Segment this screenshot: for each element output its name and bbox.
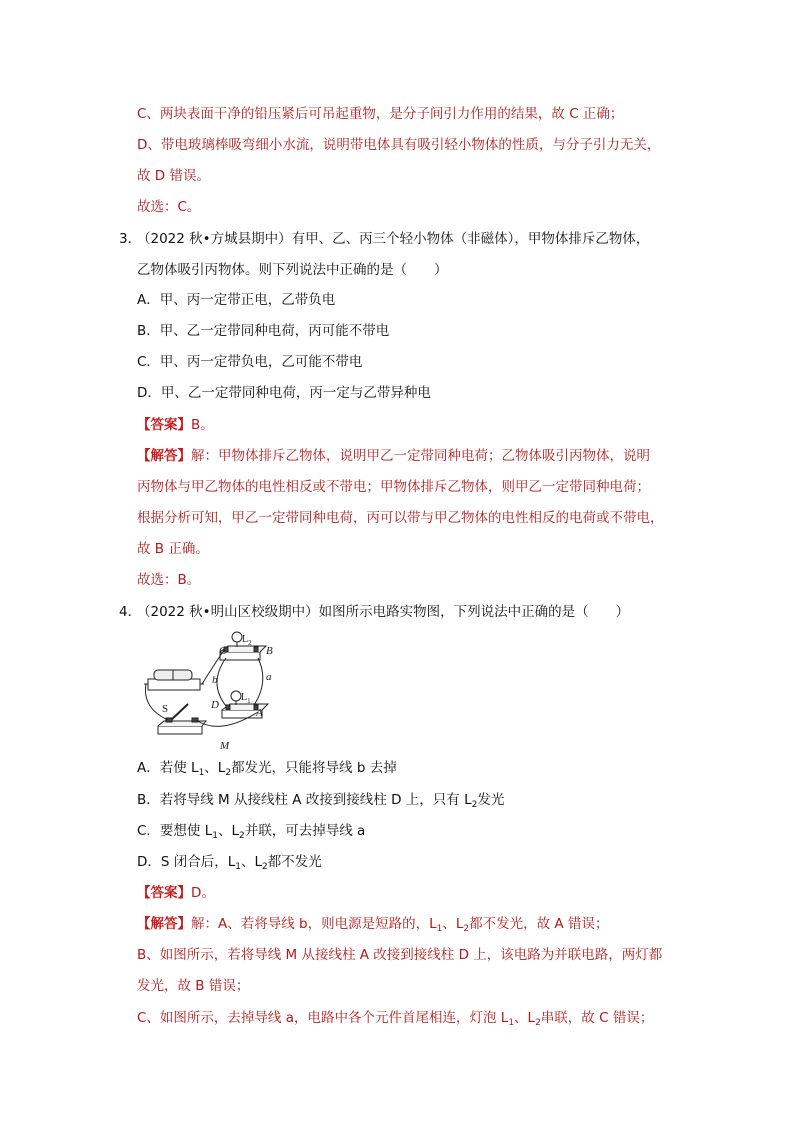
q3-option-b: B．甲、乙一定带同种电荷，丙可能不带电	[137, 323, 390, 339]
q4-stem: （2022 秋•明山区校级期中）如图所示电路实物图，下列说法中正确的是（ ）	[137, 604, 630, 620]
answer-tag: 【答案】	[137, 885, 191, 901]
q3-number: 3．	[119, 231, 142, 247]
q3-analysis-line3: 根据分析可知，甲乙一定带同种电荷，丙可以带与甲乙物体的电性相反的电荷或不带电，	[137, 510, 664, 526]
q3-answer	[137, 415, 214, 435]
label-l2: $L_2$	[242, 634, 252, 647]
q4-option-c: C．要想使 $L_1$、$L_2$并联，可去掉导线 a	[137, 823, 366, 841]
label-b: B	[266, 645, 273, 657]
q3-stem-line1: （2022 秋•方城县期中）有甲、乙、丙三个轻小物体（非磁体），甲物体排斥乙物体，	[137, 231, 650, 247]
q3-stem-line2: 乙物体吸引丙物体。则下列说法中正确的是（ ）	[137, 262, 448, 278]
q3-analysis-line2: 丙物体与甲乙物体的电性相反或不带电；甲物体排斥乙物体，则甲乙一定带同种电荷；	[137, 479, 650, 495]
analysis-tag: 【解答】	[137, 448, 191, 464]
q4-number: 4．	[119, 604, 142, 620]
circuit-figure	[140, 628, 290, 754]
q3-analysis-line4: 故 B 正确。	[137, 541, 209, 557]
answer-value: B。	[191, 417, 214, 433]
q4-option-a: A．若使 $L_1$、$L_2$都发光，只能将导线 b 去掉	[137, 760, 397, 778]
label-d: D	[211, 699, 219, 711]
prev-option-d-line1: D、带电玻璃棒吸弯细小水流，说明带电体具有吸引轻小物体的性质，与分子引力无关，	[137, 137, 661, 153]
q3-option-c: C．甲、丙一定带负电，乙可能不带电	[137, 354, 363, 370]
q3-analysis-line1	[137, 446, 650, 466]
label-a-terminal: A	[256, 707, 263, 719]
label-c: C	[219, 645, 227, 657]
label-wire-b: b	[212, 674, 218, 686]
q3-option-a: A．甲、丙一定带正电，乙带负电	[137, 292, 336, 308]
q4-option-d: D．S 闭合后，$L_1$、$L_2$都不发光	[137, 854, 322, 872]
prev-option-c: C、两块表面干净的铅压紧后可吊起重物，是分子间引力作用的结果，故 C 正确；	[137, 106, 624, 122]
q3-choice: 故选：B。	[137, 572, 201, 588]
label-m: M	[220, 740, 230, 752]
q4-analysis-line3: 发光，故 B 错误；	[137, 978, 250, 994]
label-s: S	[162, 703, 169, 715]
q4-analysis-line2: B、如图所示，若将导线 M 从接线柱 A 改接到接线柱 D 上，该电路为并联电路，两灯都	[137, 947, 663, 963]
label-wire-a: a	[266, 671, 272, 683]
analysis-text: 解：甲物体排斥乙物体，说明甲乙一定带同种电荷；乙物体吸引丙物体，说明	[191, 448, 650, 464]
answer-value: D。	[191, 885, 215, 901]
battery	[144, 670, 204, 690]
q4-analysis-line1: 【解答】解：A、若将导线 b，则电源是短路的，$L_1$、$L_2$都不发光，故 A 错误；	[137, 916, 609, 934]
q3-option-d: D．甲、乙一定带同种电荷，丙一定与乙带异种电	[137, 385, 431, 401]
answer-tag: 【答案】	[137, 417, 191, 433]
prev-option-d-line2: 故 D 错误。	[137, 168, 210, 184]
prev-choice: 故选：C。	[137, 199, 201, 215]
wire-a	[252, 658, 263, 708]
q4-answer	[137, 883, 215, 903]
q4-analysis-line4: C、如图所示，去掉导线 a，电路中各个元件首尾相连，灯泡 $L_1$、$L_2$串联，故 C 错误；	[137, 1010, 654, 1028]
label-l1: $L_1$	[241, 692, 251, 705]
q4-option-b: B．若将导线 M 从接线柱 A 改接到接线柱 D 上，只有 $L_2$发光	[137, 792, 505, 810]
analysis-tag: 【解答】	[137, 916, 191, 932]
